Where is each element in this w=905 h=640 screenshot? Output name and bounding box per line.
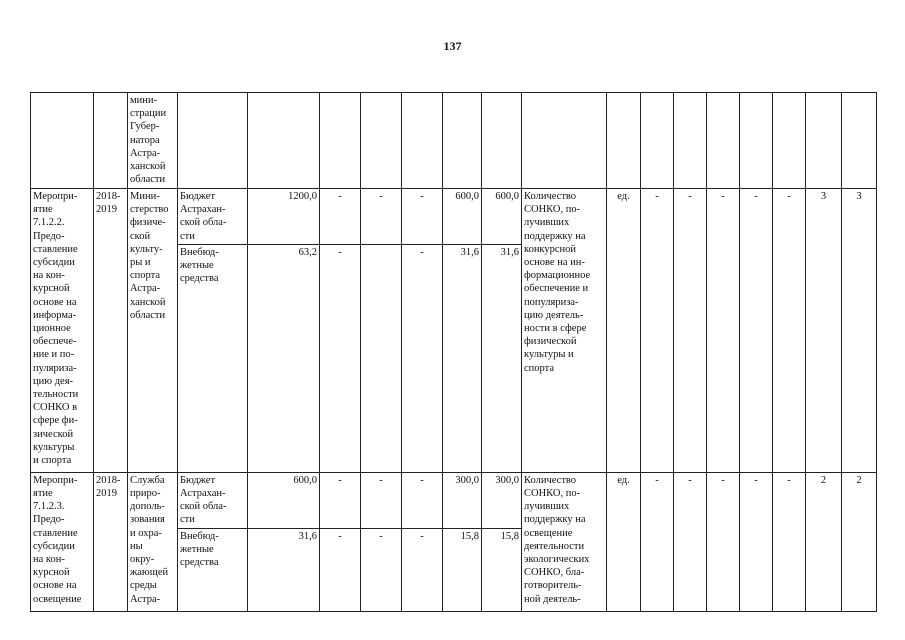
funding-source-cell: Бюджет Астрахан- ской обла- сти bbox=[178, 472, 248, 528]
indicator-cell: Количество СОНКО, по- лучивших поддержку на конкурсной основе на ин- формационное обеспечение и популяриза- цию деятель- ности в сфере физической культуры и спорта bbox=[522, 189, 607, 473]
funding-year-cell: 600,0 bbox=[443, 189, 482, 245]
indicator-cell: Количество СОНКО, по- лучивших поддержку на освещение деятельности экологических СОНКО, бла- готворитель- ной деятель- bbox=[522, 472, 607, 611]
funding-year-cell: 300,0 bbox=[443, 472, 482, 528]
funding-year-cell: 31,6 bbox=[482, 244, 522, 472]
indicator-value-cell bbox=[806, 93, 842, 189]
funding-year-cell: - bbox=[320, 244, 361, 472]
funding-year-cell bbox=[320, 93, 361, 189]
funding-year-cell: 31,6 bbox=[443, 244, 482, 472]
indicator-value-cell bbox=[740, 93, 773, 189]
event-cell: Меропри- ятие 7.1.2.2. Предо- ставление субсидии на кон- курсной основе на информа- ционное обеспече- ние и по- пуляриза- цию дея- тельности СОНКО в сфере фи- зической культуры и спорта bbox=[31, 189, 94, 473]
event-cell bbox=[31, 93, 94, 189]
funding-year-cell: 15,8 bbox=[443, 528, 482, 611]
indicator-value-cell: 3 bbox=[806, 189, 842, 473]
funding-year-cell: - bbox=[402, 528, 443, 611]
indicator-value-cell: - bbox=[707, 189, 740, 473]
indicator-value-cell: - bbox=[674, 472, 707, 611]
funding-year-cell: - bbox=[361, 472, 402, 528]
unit-cell bbox=[607, 93, 641, 189]
indicator-value-cell bbox=[641, 93, 674, 189]
funding-year-cell bbox=[361, 244, 402, 472]
funding-total-cell: 63,2 bbox=[248, 244, 320, 472]
indicator-cell bbox=[522, 93, 607, 189]
indicator-value-cell bbox=[842, 93, 877, 189]
funding-year-cell: - bbox=[320, 189, 361, 245]
indicator-value-cell: - bbox=[641, 472, 674, 611]
event-cell: Меропри- ятие 7.1.2.3. Предо- ставление субсидии на кон- курсной основе на освещение bbox=[31, 472, 94, 611]
funding-year-cell: - bbox=[402, 472, 443, 528]
period-cell: 2018- 2019 bbox=[94, 472, 128, 611]
funding-year-cell: 15,8 bbox=[482, 528, 522, 611]
indicator-value-cell: - bbox=[641, 189, 674, 473]
funding-source-cell: Внебюд- жетные средства bbox=[178, 528, 248, 611]
funding-total-cell bbox=[248, 93, 320, 189]
program-table bbox=[30, 92, 877, 612]
indicator-value-cell bbox=[674, 93, 707, 189]
executor-cell: Служба приро- дополь- зования и охра- ны окру- жающей среды Астра- bbox=[128, 472, 178, 611]
funding-source-cell: Внебюд- жетные средства bbox=[178, 244, 248, 472]
indicator-value-cell: 3 bbox=[842, 189, 877, 473]
funding-year-cell: - bbox=[361, 189, 402, 245]
period-cell: 2018- 2019 bbox=[94, 189, 128, 473]
funding-year-cell bbox=[443, 93, 482, 189]
funding-total-cell: 600,0 bbox=[248, 472, 320, 528]
funding-year-cell: - bbox=[320, 472, 361, 528]
table-row-event-7-1-2-2 bbox=[31, 189, 877, 245]
indicator-value-cell: - bbox=[773, 189, 806, 473]
funding-year-cell: - bbox=[402, 244, 443, 472]
funding-year-cell: - bbox=[402, 189, 443, 245]
executor-cell: мини- страции Губер- натора Астра- ханской области bbox=[128, 93, 178, 189]
funding-year-cell: - bbox=[361, 528, 402, 611]
indicator-value-cell: 2 bbox=[842, 472, 877, 611]
unit-cell: ед. bbox=[607, 472, 641, 611]
funding-year-cell: 600,0 bbox=[482, 189, 522, 245]
indicator-value-cell bbox=[773, 93, 806, 189]
funding-source-cell bbox=[178, 93, 248, 189]
funding-source-cell: Бюджет Астрахан- ской обла- сти bbox=[178, 189, 248, 245]
indicator-value-cell bbox=[707, 93, 740, 189]
indicator-value-cell: - bbox=[740, 189, 773, 473]
indicator-value-cell: - bbox=[707, 472, 740, 611]
page-number: 137 bbox=[443, 39, 462, 53]
funding-year-cell bbox=[361, 93, 402, 189]
funding-year-cell bbox=[402, 93, 443, 189]
indicator-value-cell: 2 bbox=[806, 472, 842, 611]
indicator-value-cell: - bbox=[674, 189, 707, 473]
indicator-value-cell: - bbox=[740, 472, 773, 611]
table-row-event-7-1-2-3 bbox=[31, 472, 877, 528]
funding-total-cell: 31,6 bbox=[248, 528, 320, 611]
unit-cell: ед. bbox=[607, 189, 641, 473]
funding-total-cell: 1200,0 bbox=[248, 189, 320, 245]
funding-year-cell: 300,0 bbox=[482, 472, 522, 528]
executor-cell: Мини- стерство физиче- ской культу- ры и спорта Астра- ханской области bbox=[128, 189, 178, 473]
period-cell bbox=[94, 93, 128, 189]
funding-year-cell bbox=[482, 93, 522, 189]
funding-year-cell: - bbox=[320, 528, 361, 611]
indicator-value-cell: - bbox=[773, 472, 806, 611]
table-row-continuation bbox=[31, 93, 877, 189]
